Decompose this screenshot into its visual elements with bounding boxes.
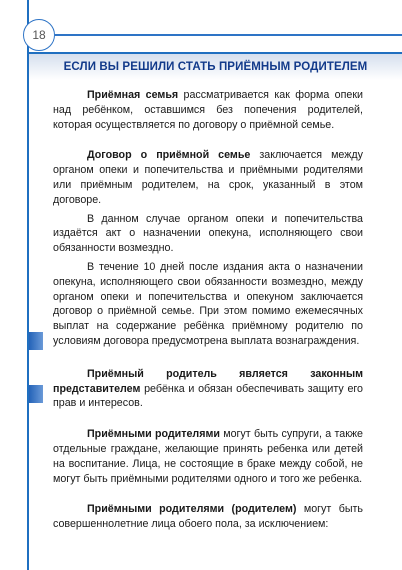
paragraph [53,88,363,132]
section-header [29,52,402,80]
paragraph [53,367,363,411]
paragraph-marker-1 [29,332,43,350]
top-rule [55,34,402,36]
paragraph [53,212,363,256]
paragraph-text: В данном случае органом опеки и попечительства издаётся акт о назначении опекуна, исполняющего свои обязанности возмездно. [53,212,363,255]
paragraph-marker-2 [29,385,43,403]
body-text [53,88,363,532]
left-margin-rule [27,0,29,570]
paragraph [53,260,363,349]
paragraph [53,502,363,532]
paragraph-text: ребёнка и обязан обеспечивать защиту его прав и интересов. [53,382,363,410]
paragraph [53,427,363,486]
paragraph [53,148,363,207]
page-number: 18 [23,19,55,51]
paragraph-text: В течение 10 дней после издания акта о назначении опекуна, исполняющего свои обязанности возмездно, между органом опеки и попечительства и опекуном заключается договор о приёмной семье. При этом помимо ежемесячных выплат на содержание ребёнка приёмному родителю по условиям договора предусмотрена выплата вознаграждения. [53,260,363,347]
paragraph-text: могут быть совершеннолетние лица обоего пола, за исключением: [53,503,364,531]
paragraph-text: заключается между органом опеки и попечительства и приёмными родителями или приёмным родителем, на срок, указанный в этом договоре. [53,149,363,206]
section-title: ЕСЛИ ВЫ РЕШИЛИ СТАТЬ ПРИЁМНЫМ РОДИТЕЛЕМ [63,61,368,73]
term: Приёмными родителями (родителем) [87,503,297,516]
term: Приёмная семья [87,89,179,101]
term: Приёмный родитель является законным представителем [53,367,363,395]
paragraph-text: могут быть супруги, а также отдельные граждане, желающие принять ребенка или детей на воспитание. Лица, не состоящие в браке между собой, не могут быть приёмными родителями одного и того же ребенка. [53,428,364,485]
term: Договор о приёмной семье [87,149,251,162]
paragraph-text: рассматривается как форма опеки над ребёнком, оставшимся без попечения родителей, которая осуществляется по договору о приёмной семье. [53,89,363,131]
term: Приёмными родителями [87,428,220,441]
